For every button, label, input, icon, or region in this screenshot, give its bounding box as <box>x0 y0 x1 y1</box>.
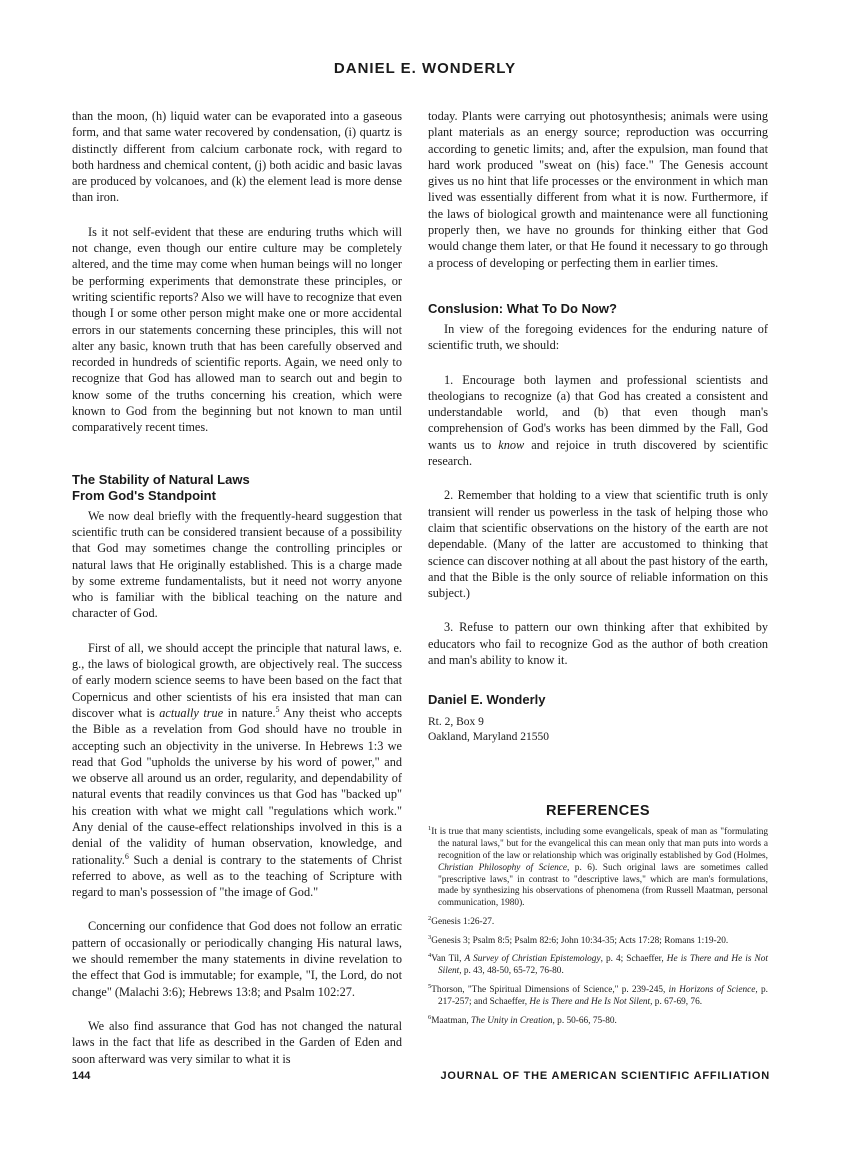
paragraph: Concerning our confidence that God does not follow an erratic pattern of occasionally or periodically changing His natural laws, we should remember the many statements in divine revelation to the effect that God is immutable; for example, "I, the Lord, do not change" (Malachi 3:6); Hebrews 13:8; and Psalm 102:27. <box>72 919 402 999</box>
text-run: 1. Encourage both laymen and professional scientists and theologians to recognize (a) that God has created a consistent and understandable world, and (b) that even though man's comprehension of God's works has been dimmed by the Fall, God wants us to <box>428 372 768 452</box>
list-item: 3. Refuse to pattern our own thinking after that exhibited by educators who fail to recognize God as the author of both creation and man's ability to know it. <box>428 620 768 668</box>
heading-line: The Stability of Natural Laws <box>72 471 250 487</box>
emphasis: actually true <box>159 705 224 720</box>
text-run: and rejoice in truth discovered by scientific research. <box>428 437 768 469</box>
text-run: , p. 4; Schaeffer, <box>600 954 667 965</box>
emphasis: He is There and He Is Not Silent <box>529 996 651 1007</box>
emphasis: The Unity in Creation <box>471 1015 553 1026</box>
reference-item <box>428 954 768 978</box>
page-number: 144 <box>72 1070 91 1082</box>
author-name: Daniel E. Wonderly <box>428 692 546 708</box>
ref-number: 4 <box>428 952 432 960</box>
reference-item <box>428 933 768 948</box>
reference-item <box>428 914 768 929</box>
ref-number: 6 <box>428 1013 432 1021</box>
emphasis: He is There and He is Not Silent <box>438 954 768 977</box>
right-column <box>428 108 768 1034</box>
paragraph: In view of the foregoing evidences for the enduring nature of scientific truth, we should: <box>428 321 768 353</box>
paragraph: We now deal briefly with the frequently-heard suggestion that scientific truth can be considered transient because of a possibility that God may sometimes change the controlling principles or natural laws that He originally established. This is a charge made by some extreme fundamentalists, but it need not worry anyone who is familiar with the biblical teaching on the nature and character of God. <box>72 508 402 621</box>
text-run: , p. 43, 48-50, 65-72, 76-80. <box>459 966 564 977</box>
footnote-ref: 6 <box>124 851 129 861</box>
running-head: DANIEL E. WONDERLY <box>333 60 517 77</box>
left-column <box>72 108 402 1067</box>
text-run: Thorson, "The Spiritual Dimensions of Science," p. 239-245, <box>431 985 669 996</box>
emphasis: A Survey of Christian Epistemology <box>464 954 601 965</box>
list-item: 2. Remember that holding to a view that scientific truth is only transient will render us powerless in the task of helping those who claim that scientific observations on the history of the earth are not dependable. (Many of the latter are accustomed to thinking that science can discover nothing at all about the past history of the earth, and that the Bible is the only source of reliable information on this subject.) <box>428 488 768 601</box>
text-run: in nature. <box>223 705 276 720</box>
references-title: REFERENCES <box>545 803 651 820</box>
text-run: Genesis 3; Psalm 8:5; Psalm 82:6; John 10:34-35; Acts 17:28; Romans 1:19-20. <box>431 935 729 946</box>
paragraph: than the moon, (h) liquid water can be evaporated into a gaseous form, and that same water recovered by condensation, (i) quartz is distinctly different from calcium carbonate rock, with regard to both hardness and chemical content, (j) both acidic and basic lavas are produced by volcanoes, and (k) the element lead is more dense than iron. <box>72 109 402 205</box>
paragraph: today. Plants were carrying out photosynthesis; animals were using plant materials as an energy source; reproduction was occurring according to genetic limits; and, after the expulsion, man found that hard work produced "sweat on (his) face." The Genesis account gives us no hint that life processes or the environment in which man lived was essentially different from what it is now. Furthermore, if the laws of biological growth and maintenance were all functioning properly then, we have no grounds for thinking either that God would change them later, or that He found it necessary to go through a process of developing or perfecting them in earlier times. <box>428 109 768 270</box>
text-run: First of all, we should accept the principle that natural laws, e. g., the laws of biological growth, are objectively real. The success of early modern science seems to have been based on the fact that Copernicus and other scientists of his era insisted that man can discover what is <box>72 640 402 720</box>
paragraph: Is it not self-evident that these are enduring truths which will not change, even though our entire culture may be completely altered, and the time may come when human beings will no longer be performing experiments that demonstrate these principles, or writing scientific reports? Also we will have to recognize that even though I or some other person might make one or more accidental errors in our statements concerning these principles, this will not alter any basic, known truth that has been carefully observed and recorded in hundreds of scientific reports. Again, we need only to recognize that God has allowed man to search out and begin to know some of the truths concerning his creation, which were known to God from the beginning but not known to man until comparatively recent times. <box>72 224 402 435</box>
section-heading-conclusion: Conslusion: What To Do Now? <box>428 300 617 316</box>
emphasis: in Horizons of Science <box>668 985 756 996</box>
author-address <box>428 715 768 745</box>
address-line: Rt. 2, Box 9 <box>428 716 484 729</box>
text-run: Any theist who accepts the Bible as a revelation from God should have no trouble in accepting such an objectivity in the universe. In Hebrews 1:3 we read that God "upholds the universe by his word of power," and we observe all around us an order, regularity, and dependability of natural events that readily convinces us that God has "backed up" his creation with what we might call "regulations which work." Any denial of the cause-effect relationships involved in this is a denial of the validity of human observation, knowledge, and rationality. <box>72 705 403 867</box>
heading-line: From God's Standpoint <box>72 487 216 503</box>
reference-item <box>428 827 768 910</box>
footnote-ref: 5 <box>275 704 280 714</box>
section-heading-stability <box>72 472 402 504</box>
text-run: Maatman, <box>431 1015 472 1026</box>
ref-number: 2 <box>428 914 432 922</box>
address-line: Oakland, Maryland 21550 <box>428 731 550 744</box>
references-list <box>428 827 768 1027</box>
text-run: Genesis 1:26-27. <box>431 916 495 927</box>
reference-item <box>428 1013 768 1028</box>
text-run: , p. 217-257; and Schaeffer, <box>438 985 769 1007</box>
text-run: Van Til, <box>431 954 465 965</box>
ref-number: 1 <box>428 825 432 833</box>
text-run: It is true that many scientists, including some evangelicals, speak of man as "formulating the natural laws," but for the evangelical this can mean only that man puts into words a recognition of the law or relationship which was originally established by God (Holmes, <box>431 827 768 861</box>
text-run: , p. 6). Such original laws are sometimes called "prescriptive laws," in contrast to "descriptive laws," which are man's formulations, made by synthesizing his observations of phenomena (from Russell Maatman, personal communication, 1980). <box>438 862 768 909</box>
emphasis: know <box>498 437 525 452</box>
paragraph <box>72 640 402 901</box>
reference-item <box>428 982 769 1009</box>
ref-number: 3 <box>428 933 432 941</box>
emphasis: Christian Philosophy of Science <box>438 862 567 873</box>
journal-name: JOURNAL OF THE AMERICAN SCIENTIFIC AFFILIATION <box>440 1070 770 1082</box>
list-item <box>428 372 768 470</box>
text-run: , p. 67-69, 76. <box>650 996 703 1007</box>
paragraph: We also find assurance that God has not changed the natural laws in the fact that life as described in the Garden of Eden and soon afterward was very similar to what it is <box>72 1018 402 1066</box>
ref-number: 5 <box>428 982 432 990</box>
text-run: Such a denial is contrary to the statements of Christ referred to above, as well as to the teaching of Scripture with regard to man's possession of "the image of God." <box>72 852 402 900</box>
text-run: , p. 50-66, 75-80. <box>552 1015 617 1026</box>
